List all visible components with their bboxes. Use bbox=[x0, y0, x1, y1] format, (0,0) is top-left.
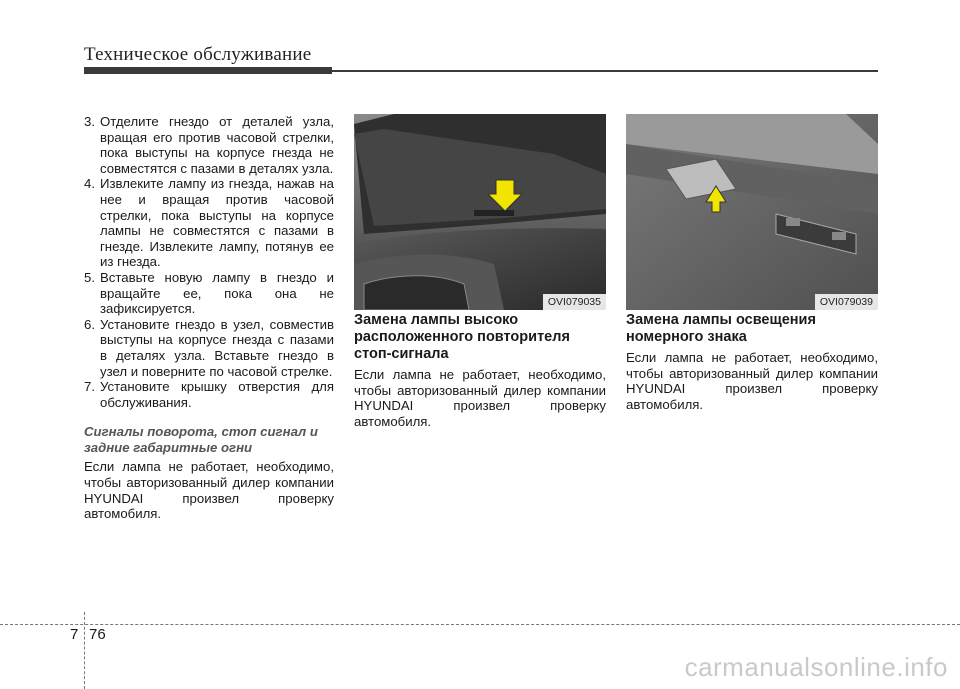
page-header-title: Техническое обслуживание bbox=[84, 44, 312, 65]
step-item bbox=[84, 379, 334, 410]
step-number: 6. bbox=[84, 316, 95, 332]
page-number: 76 bbox=[89, 626, 106, 643]
step-item bbox=[84, 176, 334, 270]
high-stop-lamp-photo bbox=[354, 114, 606, 310]
photo-caption: OVI079035 bbox=[543, 294, 606, 310]
step-number: 4. bbox=[84, 176, 95, 192]
step-item bbox=[84, 317, 334, 379]
car-rear-window-illustration bbox=[354, 114, 606, 310]
step-text: Установите крышку отверстия для обслуживания. bbox=[100, 379, 334, 410]
step-text: Извлеките лампу из гнезда, нажав на нее и вращая против часовой стрелки, пока выступы на корпусе лампы не совместятся с пазами в гнезде. Извлеките лампу, потянув ее из гнезда. bbox=[100, 176, 334, 270]
photo-caption: OVI079039 bbox=[815, 294, 878, 310]
trunk-lid-illustration bbox=[626, 114, 878, 310]
watermark: carmanualsonline.info bbox=[684, 652, 948, 682]
high-stop-text: Если лампа не работает, необходимо, чтобы авторизованный дилер компании HYUNDAI произвел проверку автомобиля. bbox=[354, 367, 606, 429]
license-plate-section bbox=[626, 312, 878, 412]
step-number: 5. bbox=[84, 269, 95, 285]
footer-divider bbox=[84, 612, 85, 689]
step-text: Установите гнездо в узел, совместив выступы на корпусе гнезда с пазами в деталях узла. Вставьте гнездо в узел и поверните по часовой стрелке. bbox=[100, 316, 334, 379]
header-bar bbox=[84, 67, 332, 74]
high-stop-section bbox=[354, 312, 606, 429]
step-item bbox=[84, 270, 334, 317]
step-item bbox=[84, 114, 334, 176]
header-rule bbox=[332, 70, 878, 72]
license-plate-heading: Замена лампы освещения номерного знака bbox=[626, 312, 816, 345]
step-number: 7. bbox=[84, 379, 95, 395]
footer-rule bbox=[0, 624, 960, 625]
license-plate-text: Если лампа не работает, необходимо, чтобы авторизованный дилер компании HYUNDAI произвел проверку автомобиля. bbox=[626, 350, 878, 412]
turn-signals-text: Если лампа не работает, необходимо, чтобы авторизованный дилер компании HYUNDAI произвел проверку автомобиля. bbox=[84, 459, 334, 522]
steps-list bbox=[84, 114, 334, 410]
step-number: 3. bbox=[84, 114, 95, 129]
turn-signals-heading: Сигналы поворота, стоп сигнал и задние габаритные огни bbox=[84, 424, 318, 455]
step-text: Вставьте новую лампу в гнездо и вращайте ее, пока она не зафиксируется. bbox=[100, 269, 334, 317]
step-text: Отделите гнездо от деталей узла, вращая его против часовой стрелки, пока выступы на корпусе гнезда не совместятся с пазами в деталях узла. bbox=[100, 114, 334, 176]
high-stop-heading: Замена лампы высоко расположенного повторителя стоп-сигнала bbox=[354, 312, 570, 362]
license-plate-lamp-photo bbox=[626, 114, 878, 310]
chapter-number: 7 bbox=[70, 626, 79, 643]
steps-column bbox=[84, 114, 334, 522]
